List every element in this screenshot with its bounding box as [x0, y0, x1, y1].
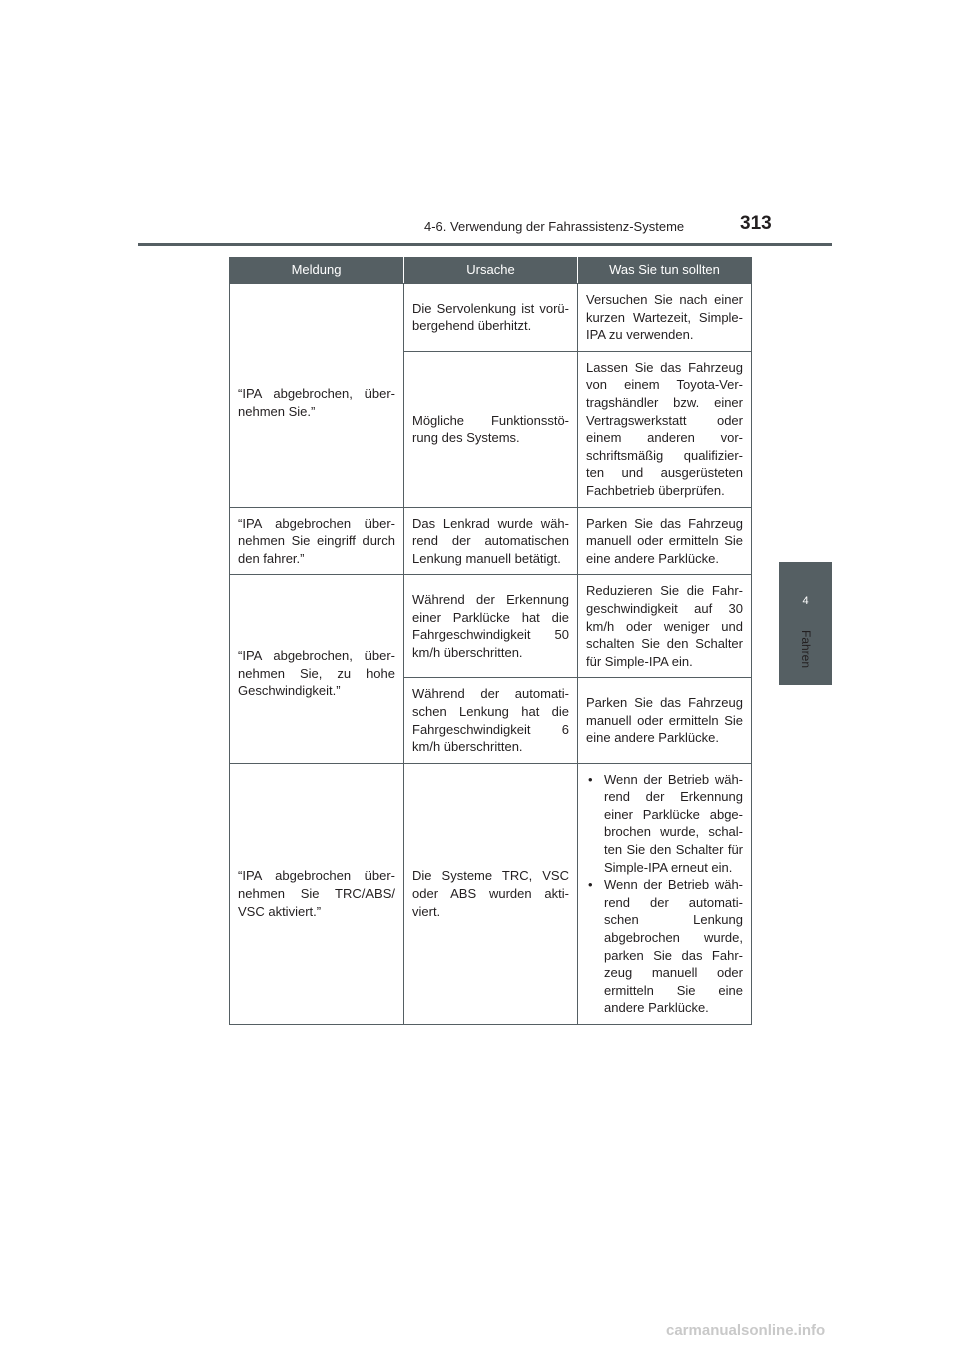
cause-cell: Während der automati-schen Lenkung hat die Fahrgeschwindigkeit 6 km/h überschritten.: [404, 678, 578, 763]
header-rule: [138, 243, 832, 246]
list-item: • Wenn der Betrieb wäh-rend der Erkennung einer Parklücke abge-brochen wurde, schal-ten Sie den Schalter für Simple-IPA erneut ein.: [586, 771, 743, 877]
message-cell: “IPA abgebrochen über-nehmen Sie eingriff durch den fahrer.”: [230, 507, 404, 575]
cause-cell: Das Lenkrad wurde wäh-rend der automatischen Lenkung manuell betätigt.: [404, 507, 578, 575]
action-cell: Parken Sie das Fahrzeug manuell oder ermitteln Sie eine andere Parklücke.: [578, 678, 752, 763]
cause-cell: Mögliche Funktionsstö-rung des Systems.: [404, 351, 578, 507]
table-row: [230, 763, 752, 1024]
action-cell: Lassen Sie das Fahrzeug von einem Toyota-Ver-tragshändler bzw. einer Vertragswerkstatt oder einem anderen vor-schriftsmäßig qualifizier-ten und ausgerüsteten Fachbetrieb überprüfen.: [578, 351, 752, 507]
page-number: 313: [740, 213, 772, 234]
chapter-number: 4: [802, 595, 809, 607]
message-cell: “IPA abgebrochen, über-nehmen Sie, zu hohe Geschwindigkeit.”: [230, 575, 404, 763]
table-row: [230, 507, 752, 575]
column-header-cause: Ursache: [404, 257, 578, 284]
action-cell: Parken Sie das Fahrzeug manuell oder ermitteln Sie eine andere Parklücke.: [578, 507, 752, 575]
column-header-action: Was Sie tun sollten: [578, 257, 752, 284]
table-header-row: [230, 257, 752, 284]
action-list: [586, 771, 743, 1017]
table-row: [230, 284, 752, 352]
action-cell: Reduzieren Sie die Fahr-geschwindigkeit auf 30 km/h oder weniger und schalten Sie den Schalter für Simple-IPA ein.: [578, 575, 752, 678]
message-cell: “IPA abgebrochen über-nehmen Sie TRC/ABS/ VSC aktiviert.”: [230, 763, 404, 1024]
action-cell: Versuchen Sie nach einer kurzen Wartezeit, Simple-IPA zu verwenden.: [578, 284, 752, 352]
action-cell: [578, 763, 752, 1024]
watermark: carmanualsonline.info: [666, 1322, 826, 1339]
cause-cell: Die Servolenkung ist vorü-bergehend überhitzt.: [404, 284, 578, 352]
cause-cell: Während der Erkennung einer Parklücke hat die Fahrgeschwindigkeit 50 km/h überschritten.: [404, 575, 578, 678]
column-header-message: Meldung: [230, 257, 404, 284]
list-item: • Wenn der Betrieb wäh-rend der automati-schen Lenkung abgebrochen wurde, parken Sie das Fahr-zeug manuell oder ermitteln Sie eine andere Parklücke.: [586, 876, 743, 1017]
cause-cell: Die Systeme TRC, VSC oder ABS wurden akti-viert.: [404, 763, 578, 1024]
chapter-label: Fahren: [799, 630, 813, 669]
message-table: [229, 257, 752, 1025]
message-cell: “IPA abgebrochen, über-nehmen Sie.”: [230, 284, 404, 508]
section-title: 4-6. Verwendung der Fahrassistenz-Systeme: [424, 219, 685, 234]
table-row: [230, 575, 752, 678]
